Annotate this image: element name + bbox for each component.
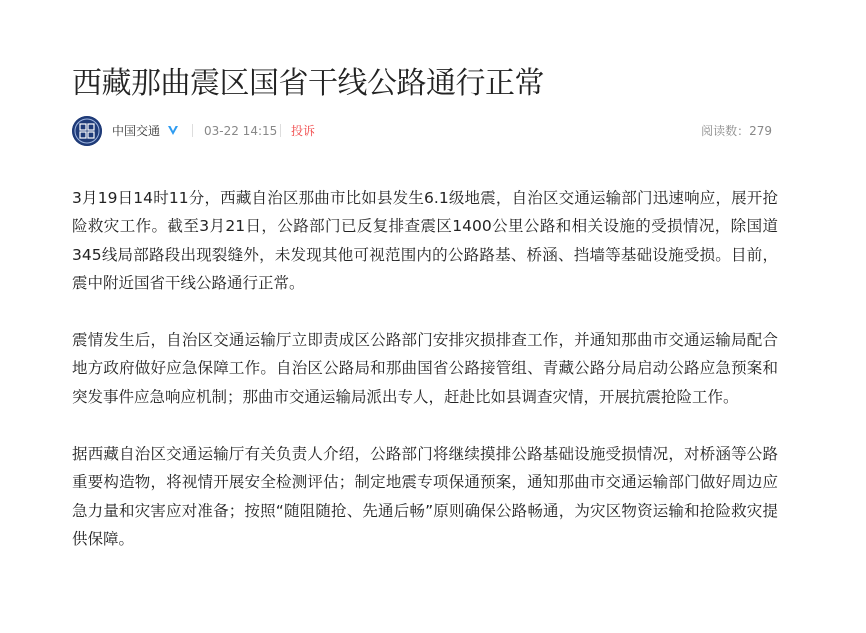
paragraph: 3月19日14时11分，西藏自治区那曲市比如县发生6.1级地震，自治区交通运输部门迅速响应，展开抢险救灾工作。截至3月21日，公路部门已反复排查震区1400公里公路和相关设施的受损情况，除国道345线局部路段出现裂缝外，未发现其他可视范围内的公路路基、桥涵、挡墙等基础设施受损。目前，震中附近国省干线公路通行正常。: [72, 189, 778, 292]
article-body: [72, 184, 778, 582]
author-name[interactable]: 中国交通: [112, 124, 161, 138]
meta-divider: [192, 124, 193, 137]
publish-date: 03-22 14:15: [204, 124, 278, 138]
paragraph: 震情发生后，自治区交通运输厅立即责成区公路部门安排灾损排查工作，并通知那曲市交通运输局配合地方政府做好应急保障工作。自治区公路局和那曲国省公路接管组、青藏公路分局启动公路应急预案和突发事件应急响应机制；那曲市交通运输局派出专人，赶赴比如县调查灾情，开展抗震抢险工作。: [72, 331, 778, 406]
meta-divider: [280, 124, 281, 137]
article-title: 西藏那曲震区国省干线公路通行正常: [72, 66, 544, 101]
read-count: 阅读数：279: [701, 124, 772, 138]
paragraph: 据西藏自治区交通运输厅有关负责人介绍，公路部门将继续摸排公路基础设施受损情况，对桥涵等公路重要构造物，将视情开展安全检测评估；制定地震专项保通预案，通知那曲市交通运输部门做好周边应急力量和灾害应对准备；按照“随阻随抢、先通后畅”原则确保公路畅通，为灾区物资运输和抢险救灾提供保障。: [72, 445, 778, 548]
avatar-logo-icon: [72, 116, 102, 146]
verified-v-icon: [166, 123, 180, 137]
article-meta: [72, 116, 772, 146]
author-avatar[interactable]: [72, 116, 102, 146]
complain-link[interactable]: 投诉: [291, 124, 316, 138]
